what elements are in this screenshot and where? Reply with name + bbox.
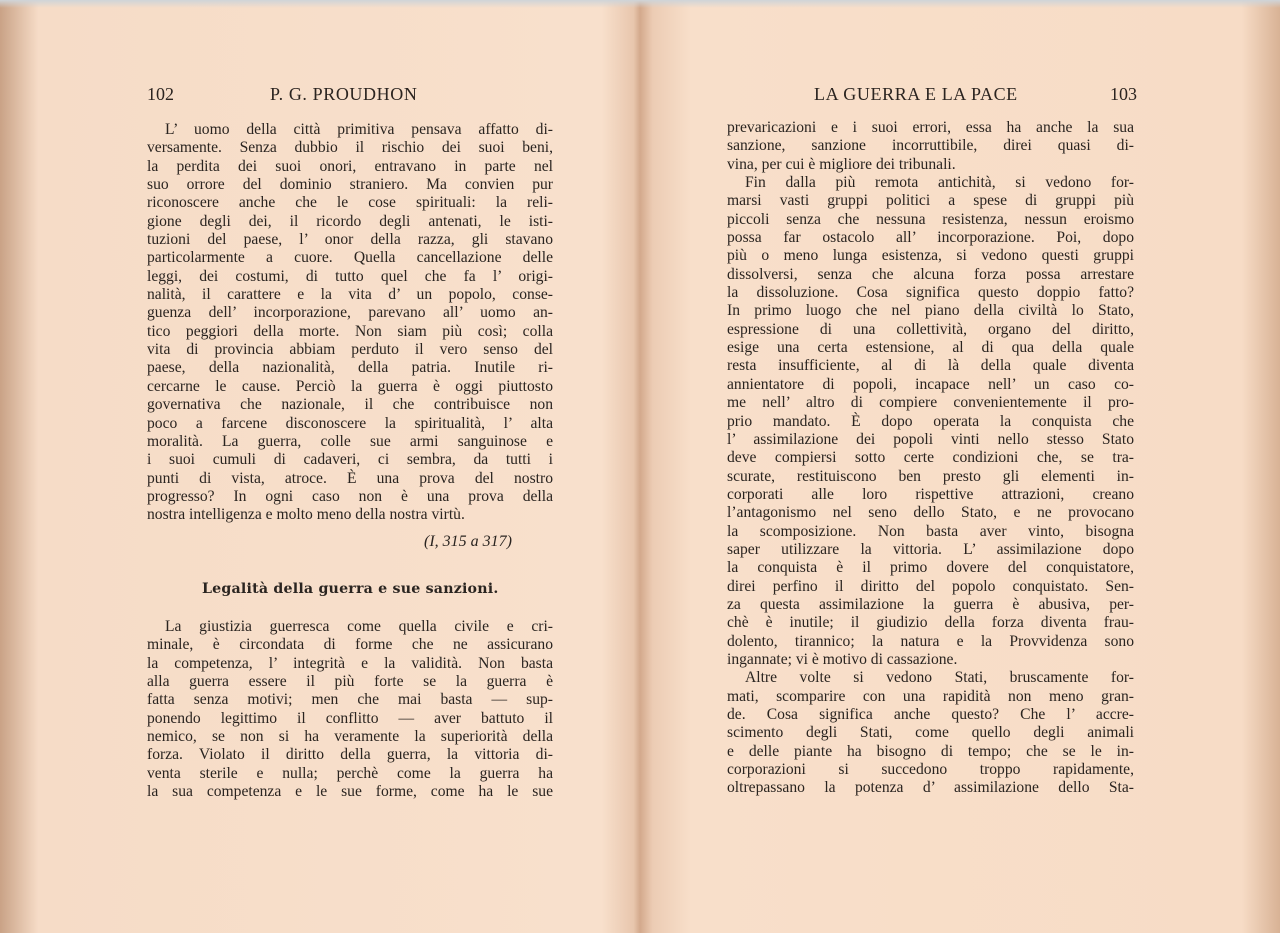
text-line: scurate, restituiscono ben presto gli elementi in- bbox=[727, 467, 1134, 485]
text-line: versamente. Senza dubbio il rischio dei suoi beni, bbox=[147, 139, 553, 157]
text-line: Fin dalla più remota antichità, si vedono for- bbox=[745, 174, 1134, 192]
text-line: suo orrore del dominio straniero. Ma convien pur bbox=[147, 176, 553, 194]
text-line: fatta senza motivi; men che mai basta — sup- bbox=[147, 691, 553, 709]
text-line: annientatore di popoli, incapace nell’ un caso co- bbox=[727, 375, 1134, 393]
text-line: saper utilizzare la vittoria. L’ assimilazione dopo bbox=[727, 540, 1134, 558]
text-line: prio mandato. È dopo operata la conquista che bbox=[727, 412, 1134, 430]
paragraph-legality bbox=[147, 618, 553, 801]
text-line: sanzione, sanzione incorruttibile, direi quasi di- bbox=[727, 137, 1134, 155]
text-line: la scomposizione. Non basta aver vinto, bisogna bbox=[727, 522, 1134, 540]
text-line: venta sterile e nulla; perchè come la guerra ha bbox=[147, 764, 553, 782]
text-line: vita di provincia abbiam perduto il vero senso del bbox=[147, 341, 553, 359]
text-line: punti di vista, atroce. È una prova del nostro bbox=[147, 469, 553, 487]
text-line: marsi vasti gruppi politici a spese di gruppi più bbox=[727, 192, 1134, 210]
text-line: deve compiersi sotto certe condizioni che, se tra- bbox=[727, 449, 1134, 467]
text-line: ponendo legittimo il conflitto — aver battuto il bbox=[147, 709, 553, 727]
text-line: dissolversi, senza che alcuna forza possa arrestare bbox=[727, 265, 1134, 283]
text-line: possa far ostacolo all’ incorporazione. Poi, dopo bbox=[727, 229, 1134, 247]
text-line: particolarmente a cuore. Quella cancellazione delle bbox=[147, 249, 553, 267]
running-head: LA GUERRA E LA PACE bbox=[814, 84, 1018, 104]
text-line: de. Cosa significa anche questo? Che l’ accre- bbox=[727, 706, 1134, 723]
text-line: za questa assimilazione la guerra è abusiva, per- bbox=[727, 595, 1134, 613]
text-line: piccoli senza che nessuna resistenza, nessun eroismo bbox=[727, 210, 1134, 228]
text-line: ingannate; vi è motivo di cassazione. bbox=[727, 650, 958, 668]
text-line: gione degli dei, il ricordo degli antenati, le isti- bbox=[147, 212, 553, 230]
text-line: In primo luogo che nel piano della civiltà lo Stato, bbox=[727, 302, 1134, 320]
text-line: poco a farcene disconoscere la spiritualità, l’ alta bbox=[147, 414, 553, 432]
text-line: scimento degli Stati, come quello degli animali bbox=[727, 724, 1134, 742]
text-line: la sua competenza e le sue forme, come ha le sue bbox=[147, 783, 553, 801]
text-line: L’ uomo della città primitiva pensava affatto di- bbox=[165, 121, 553, 138]
paragraph-incorporation bbox=[147, 121, 553, 525]
text-line: Altre volte si vedono Stati, bruscamente for- bbox=[745, 669, 1134, 687]
body-text bbox=[727, 119, 1134, 798]
text-line: corporati alle loro rispettive attrazioni, creano bbox=[727, 485, 1134, 503]
running-head: P. G. PROUDHON bbox=[270, 84, 418, 104]
citation: (I, 315 a 317) bbox=[424, 533, 512, 550]
text-line: vina, per cui è migliore dei tribunali. bbox=[727, 155, 956, 173]
text-line: chè è inutile; il giudizio della forza diventa frau- bbox=[727, 614, 1134, 632]
text-line: moralità. La guerra, colle sue armi sanguinose e bbox=[147, 432, 553, 450]
text-line: alla guerra essere il più forte se la guerra è bbox=[147, 673, 553, 691]
text-line: corporazioni si succedono troppo rapidamente, bbox=[727, 761, 1134, 779]
text-line: progresso? In ogni caso non è una prova della bbox=[147, 487, 553, 505]
text-line: forza. Violato il diritto della guerra, la vittoria di- bbox=[147, 746, 553, 764]
text-line: l’ assimilazione dei popoli vinti nello stesso Stato bbox=[727, 430, 1134, 448]
text-line: tuzioni del paese, l’ onor della razza, gli stavano bbox=[147, 231, 553, 249]
text-line: espressione di una collettività, organo del diritto, bbox=[727, 320, 1134, 338]
page-number: 102 bbox=[147, 84, 174, 104]
text-line: la conquista è il primo dovere del conquistatore, bbox=[727, 559, 1134, 577]
text-line: minale, è circondata di forme che ne assicurano bbox=[147, 636, 553, 654]
text-line: prevaricazioni e i suoi errori, essa ha anche la sua bbox=[727, 119, 1134, 136]
text-line: l’antagonismo nel seno dello Stato, e ne provocano bbox=[727, 504, 1134, 522]
text-line: la dissoluzione. Cosa significa questo doppio fatto? bbox=[727, 284, 1134, 302]
text-line: guenza dell’ incorporazione, parevano all’ uomo an- bbox=[147, 304, 553, 322]
text-line: governativa che nazionale, il che contribuisce non bbox=[147, 396, 553, 414]
text-line: la perdita dei suoi onori, entravano in parte nel bbox=[147, 157, 553, 175]
text-line: paese, della nazionalità, della patria. Inutile ri- bbox=[147, 359, 553, 377]
text-line: nemico, se non si ha veramente la superiorità della bbox=[147, 728, 553, 746]
text-line: oltrepassano la potenza d’ assimilazione dello Sta- bbox=[727, 779, 1134, 797]
text-line: nostra intelligenza e molto meno della nostra virtù. bbox=[147, 506, 465, 524]
text-line: mati, scomparire con una rapidità non meno gran- bbox=[727, 687, 1134, 705]
text-line: leggi, dei costumi, di tutto quel che fa l’ origi- bbox=[147, 267, 553, 285]
text-line: più o meno lunga esistenza, si vedono questi gruppi bbox=[727, 247, 1134, 265]
text-line: riconoscere anche che le cose spirituali: la reli- bbox=[147, 194, 553, 212]
text-line: esige una certa estensione, al di qua della quale bbox=[727, 339, 1134, 357]
text-line: direi perfino il diritto del popolo conquistato. Sen- bbox=[727, 577, 1134, 595]
text-line: nalità, il carattere e la vita d’ un popolo, conse- bbox=[147, 286, 553, 304]
text-line: me nell’ altro di compiere convenientemente il pro- bbox=[727, 394, 1134, 412]
text-line: La giustizia guerresca come quella civile e cri- bbox=[165, 618, 553, 635]
section-title: Legalità della guerra e sue sanzioni. bbox=[202, 581, 499, 597]
right-page bbox=[640, 0, 1280, 933]
text-line: e delle piante ha bisogno di tempo; che se le in- bbox=[727, 742, 1134, 760]
text-line: dolento, tirannico; la natura e la Provvidenza sono bbox=[727, 632, 1134, 650]
text-line: la competenza, l’ integrità e la validità. Non basta bbox=[147, 654, 553, 672]
text-line: i suoi cumuli di cadaveri, ci sembra, da tutti i bbox=[147, 451, 553, 469]
text-line: resta insufficiente, al di là della quale diventa bbox=[727, 357, 1134, 375]
text-line: cercarne le cause. Perciò la guerra è oggi piuttosto bbox=[147, 377, 553, 395]
text-line: tico peggiori della morte. Non siam più così; colla bbox=[147, 322, 553, 340]
page-number: 103 bbox=[1110, 84, 1137, 104]
